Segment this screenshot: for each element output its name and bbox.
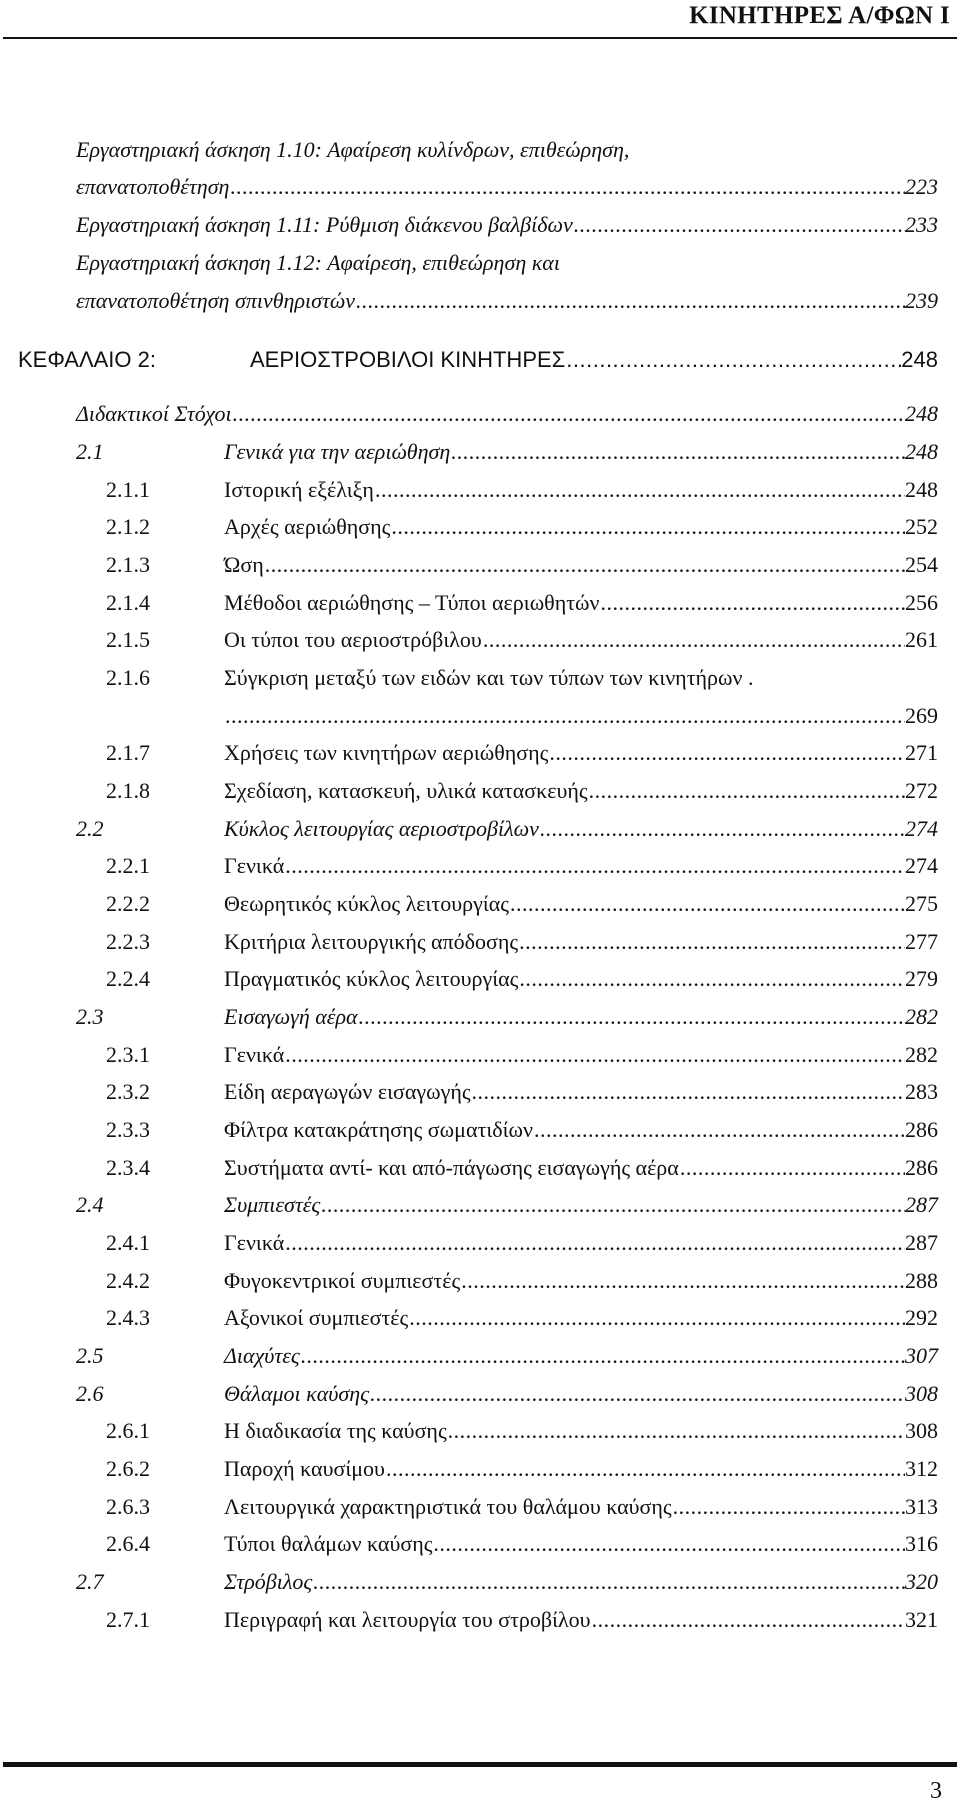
- dot-leader: [320, 1188, 905, 1222]
- dot-leader: [355, 284, 905, 318]
- toc-entry-title: Συμπιεστές: [224, 1192, 321, 1218]
- toc-page-number: 256: [905, 589, 938, 615]
- toc-entry-2-2[interactable]: [76, 812, 938, 846]
- toc-page-number: 321: [905, 1606, 938, 1632]
- toc-lab-1-12[interactable]: [76, 284, 938, 318]
- toc-entry-2-3-2[interactable]: [106, 1075, 938, 1109]
- toc-page-number: 252: [905, 514, 938, 540]
- toc-entry-title: Συστήματα αντί- και από-πάγωσης εισαγωγής αέρα: [224, 1154, 679, 1180]
- dot-leader: [224, 699, 905, 733]
- toc-entry-title: Μέθοδοι αεριώθησης – Τύποι αεριωθητών: [224, 589, 600, 615]
- toc-entry-number: 2.2.2: [106, 891, 150, 917]
- toc-page-number: 248: [905, 401, 938, 426]
- toc-entry-number: 2.5: [76, 1343, 104, 1369]
- dot-leader: [460, 1264, 905, 1298]
- dot-leader: [284, 1226, 905, 1260]
- toc-entry-2-3-3[interactable]: [106, 1113, 938, 1147]
- toc-entry-number: 2.3: [76, 1004, 104, 1030]
- toc-page-number: 233: [905, 212, 938, 237]
- toc-entry-2-1[interactable]: [76, 435, 938, 469]
- toc-entry-2-1-5[interactable]: [106, 623, 938, 657]
- toc-entry-title: Κριτήρια λειτουργικής απόδοσης: [224, 928, 519, 954]
- toc-entry-number: 2.6: [76, 1380, 104, 1406]
- toc-entry-number: 2.1.1: [106, 476, 150, 502]
- dot-leader: [284, 1038, 905, 1072]
- toc-entry-title: Παροχή καυσίμου: [224, 1456, 385, 1482]
- toc-lab-1-10[interactable]: [76, 170, 938, 204]
- toc-entry-number: 2.4.1: [106, 1230, 150, 1256]
- toc-entry-number: 2.2.4: [106, 966, 150, 992]
- toc-entry-title: Χρήσεις των κινητήρων αεριώθησης: [224, 740, 549, 766]
- toc-entry-2-1-3[interactable]: [106, 548, 938, 582]
- toc-entry-title: Γενικά: [224, 1041, 285, 1067]
- toc-chapter-2[interactable]: [18, 343, 938, 377]
- toc-entry-2-3[interactable]: [76, 1000, 938, 1034]
- toc-page-number: 320: [905, 1569, 938, 1595]
- toc-entry-title: Η διαδικασία της καύσης: [224, 1418, 447, 1444]
- header-rule: [3, 37, 957, 39]
- dot-leader: [599, 586, 905, 620]
- toc-entry-title: Διδακτικοί Στόχοι: [76, 401, 232, 426]
- toc-entry-number: 2.1.6: [106, 665, 150, 691]
- toc-page-number: 292: [905, 1305, 938, 1331]
- toc-entry-2-1-1[interactable]: [106, 473, 938, 507]
- dot-leader: [264, 548, 905, 582]
- toc-entry-title: Ιστορική εξέλιξη: [224, 476, 374, 502]
- toc-entry-number: 2.1: [76, 439, 104, 464]
- toc-page-number: 254: [905, 552, 938, 577]
- toc-entry-number: 2.2.3: [106, 928, 150, 954]
- dot-leader: [471, 1075, 905, 1109]
- chapter-title: ΑΕΡΙΟΣΤΡΟΒΙΛΟΙ ΚΙΝΗΤΗΡΕΣ: [250, 347, 566, 372]
- toc-entry-number: 2.3.1: [106, 1041, 150, 1067]
- toc-entry-title: Αξονικοί συμπιεστές: [224, 1305, 409, 1331]
- dot-leader: [679, 1151, 905, 1185]
- toc-page-number: 274: [905, 815, 938, 841]
- toc-entry-number: 2.1.7: [106, 740, 150, 766]
- toc-page-number: 248: [905, 476, 938, 502]
- toc-entry-2-4[interactable]: [76, 1188, 938, 1222]
- toc-entry-2-1-4[interactable]: [106, 586, 938, 620]
- toc-entry-number: 2.1.2: [106, 514, 150, 540]
- dot-leader: [565, 343, 901, 377]
- toc-entry-number: 2.3.3: [106, 1117, 150, 1143]
- dot-leader: [573, 208, 905, 242]
- toc-entry-number: 2.6.4: [106, 1531, 150, 1557]
- dot-leader: [518, 962, 905, 996]
- toc-page-number: 283: [905, 1079, 938, 1105]
- toc-page-number: 312: [905, 1456, 938, 1482]
- toc-entry-title: Περιγραφή και λειτουργία του στροβίλου: [224, 1606, 591, 1632]
- toc-teaching-goals[interactable]: [76, 397, 938, 431]
- dot-leader: [390, 510, 905, 544]
- toc-page-number: 287: [905, 1192, 938, 1218]
- toc-entry-title: Οι τύποι του αεριοστρόβιλου: [224, 627, 482, 653]
- toc-entry-title: Φυγοκεντρικοί συμπιεστές: [224, 1267, 461, 1293]
- dot-leader: [232, 397, 905, 431]
- toc-page-number: 308: [905, 1380, 938, 1406]
- toc-entry-2-7-1[interactable]: [106, 1603, 938, 1637]
- dot-leader: [548, 736, 905, 770]
- toc-page-number: 307: [905, 1343, 938, 1369]
- toc-page-number: 277: [905, 928, 938, 954]
- dot-leader: [300, 1339, 905, 1373]
- toc-page-number: 274: [905, 853, 938, 879]
- toc-entry-2-6[interactable]: [76, 1377, 938, 1411]
- toc-entry-2-2-1[interactable]: [106, 849, 938, 883]
- toc-lab-1-12-line1: Εργαστηριακή άσκηση 1.12: Αφαίρεση, επιθεώρηση και: [76, 250, 560, 275]
- toc-entry-2-6-3[interactable]: [106, 1490, 938, 1524]
- toc-entry-title: Γενικά: [224, 1230, 285, 1256]
- toc-entry-2-5[interactable]: [76, 1339, 938, 1373]
- dot-leader: [312, 1565, 905, 1599]
- running-header: ΚΙΝΗΤΗΡΕΣ Α/ΦΩΝ Ι: [689, 2, 950, 29]
- toc-entry-title: Διαχύτες: [224, 1343, 300, 1369]
- dot-leader: [408, 1301, 905, 1335]
- toc-lab-1-10-line2: επανατοποθέτηση: [76, 174, 230, 199]
- toc-entry-2-7[interactable]: [76, 1565, 938, 1599]
- dot-leader: [533, 1113, 905, 1147]
- toc-entry-title: Θάλαμοι καύσης: [224, 1380, 370, 1406]
- footer-rule: [3, 1762, 957, 1767]
- toc-page-number: 275: [905, 891, 938, 917]
- toc-entry-title: Σύγκριση μεταξύ των ειδών και των τύπων των κινητήρων .: [224, 665, 754, 691]
- toc-page-number: 279: [905, 966, 938, 992]
- toc-entry-2-3-4[interactable]: [106, 1151, 938, 1185]
- toc-entry-title: Πραγματικός κύκλος λειτουργίας: [224, 966, 519, 992]
- toc-entry-number: 2.3.2: [106, 1079, 150, 1105]
- toc-page-number: 272: [905, 778, 938, 804]
- toc-page-number: 282: [905, 1004, 938, 1030]
- chapter-label: ΚΕΦΑΛΑΙΟ 2:: [18, 347, 156, 372]
- toc-entry-title: Σχεδίαση, κατασκευή, υλικά κατασκευής: [224, 778, 588, 804]
- dot-leader: [588, 774, 905, 808]
- toc-entry-title: Αρχές αεριώθησης: [224, 514, 391, 540]
- toc-page-number: 308: [905, 1418, 938, 1444]
- dot-leader: [482, 623, 905, 657]
- toc-entry-title: Εισαγωγή αέρα: [224, 1004, 358, 1030]
- toc-page-number: 261: [905, 627, 938, 653]
- toc-entry-title: Θεωρητικός κύκλος λειτουργίας: [224, 891, 510, 917]
- toc-entry-number: 2.2.1: [106, 853, 150, 879]
- dot-leader: [369, 1377, 905, 1411]
- toc-entry-2-1-2[interactable]: [106, 510, 938, 544]
- dot-leader: [374, 473, 905, 507]
- toc-lab-1-12-line2: επανατοποθέτηση σπινθηριστών: [76, 288, 355, 313]
- toc-entry-2-4-3[interactable]: [106, 1301, 938, 1335]
- page-number: 3: [930, 1778, 942, 1804]
- toc-entry-2-4-1[interactable]: [106, 1226, 938, 1260]
- toc-entry-number: 2.4.3: [106, 1305, 150, 1331]
- dot-leader: [447, 1414, 905, 1448]
- dot-leader: [509, 887, 905, 921]
- toc-page-number: 282: [905, 1041, 938, 1067]
- dot-leader: [591, 1603, 905, 1637]
- toc-entry-number: 2.2: [76, 815, 104, 841]
- toc-entry-title: Φίλτρα κατακράτησης σωματιδίων: [224, 1117, 533, 1143]
- toc-page-number: 286: [905, 1117, 938, 1143]
- toc-entry-number: 2.4.2: [106, 1267, 150, 1293]
- toc-page-number: 248: [901, 347, 938, 372]
- toc-entry-2-3-1[interactable]: [106, 1038, 938, 1072]
- toc-page-number: 271: [905, 740, 938, 766]
- dot-leader: [284, 849, 905, 883]
- toc-entry-number: 2.1.8: [106, 778, 150, 804]
- toc-entry-number: 2.1.3: [106, 552, 150, 577]
- toc-entry-title: Λειτουργικά χαρακτηριστικά του θαλάμου καύσης: [224, 1493, 672, 1519]
- toc-entry-title: Είδη αεραγωγών εισαγωγής: [224, 1079, 471, 1105]
- toc-entry-2-1-8[interactable]: [106, 774, 938, 808]
- toc-entry-2-1-6[interactable]: [106, 661, 938, 695]
- dot-leader: [229, 170, 905, 204]
- toc-entry-2-2-3[interactable]: [106, 925, 938, 959]
- toc-page-number: 313: [905, 1493, 938, 1519]
- toc-entry-number: 2.3.4: [106, 1154, 150, 1180]
- toc-entry-title: Στρόβιλος: [224, 1569, 313, 1595]
- toc-entry-2-2-2[interactable]: [106, 887, 938, 921]
- toc-lab-1-11[interactable]: [76, 208, 938, 242]
- toc-entry-title: Γενικά: [224, 853, 285, 879]
- toc-entry-number: 2.6.3: [106, 1493, 150, 1519]
- toc-entry-number: 2.6.1: [106, 1418, 150, 1444]
- toc-page-number: 269: [905, 702, 938, 728]
- toc-entry-title: Γενικά για την αεριώθηση: [224, 439, 451, 464]
- toc-entry-2-4-2[interactable]: [106, 1264, 938, 1298]
- toc-entry-title: Εργαστηριακή άσκηση 1.11: Ρύθμιση διάκενου βαλβίδων: [76, 212, 573, 237]
- toc-lab-1-10-line1: Εργαστηριακή άσκηση 1.10: Αφαίρεση κυλίνδρων, επιθεώρηση,: [76, 137, 630, 162]
- dot-leader: [432, 1527, 905, 1561]
- toc-page-number: 288: [905, 1267, 938, 1293]
- toc-entry-number: 2.1.5: [106, 627, 150, 653]
- toc-entry-2-2-4[interactable]: [106, 962, 938, 996]
- toc-page-number: 239: [905, 288, 938, 313]
- toc-entry-number: 2.7: [76, 1569, 104, 1595]
- toc-page-number: 223: [905, 174, 938, 199]
- toc-entry-number: 2.1.4: [106, 589, 150, 615]
- toc-entry-number: 2.4: [76, 1192, 104, 1218]
- dot-leader: [385, 1452, 905, 1486]
- toc-entry-2-1-6-continued[interactable]: [224, 699, 938, 733]
- toc-entry-title: Ώση: [224, 552, 264, 577]
- toc-page-number: 286: [905, 1154, 938, 1180]
- toc-entry-2-6-2[interactable]: [106, 1452, 938, 1486]
- toc-entry-2-1-7[interactable]: [106, 736, 938, 770]
- toc-entry-2-6-1[interactable]: [106, 1414, 938, 1448]
- toc-entry-number: 2.6.2: [106, 1456, 150, 1482]
- toc-page-number: 316: [905, 1531, 938, 1557]
- toc-page-number: 248: [905, 439, 938, 464]
- dot-leader: [672, 1490, 905, 1524]
- dot-leader: [518, 925, 905, 959]
- dot-leader: [450, 435, 905, 469]
- dot-leader: [539, 812, 905, 846]
- toc-page-number: 287: [905, 1230, 938, 1256]
- toc-entry-title: Κύκλος λειτουργίας αεριοστροβίλων: [224, 815, 539, 841]
- toc-entry-number: 2.7.1: [106, 1606, 150, 1632]
- toc-entry-2-6-4[interactable]: [106, 1527, 938, 1561]
- dot-leader: [358, 1000, 905, 1034]
- toc-entry-title: Τύποι θαλάμων καύσης: [224, 1531, 433, 1557]
